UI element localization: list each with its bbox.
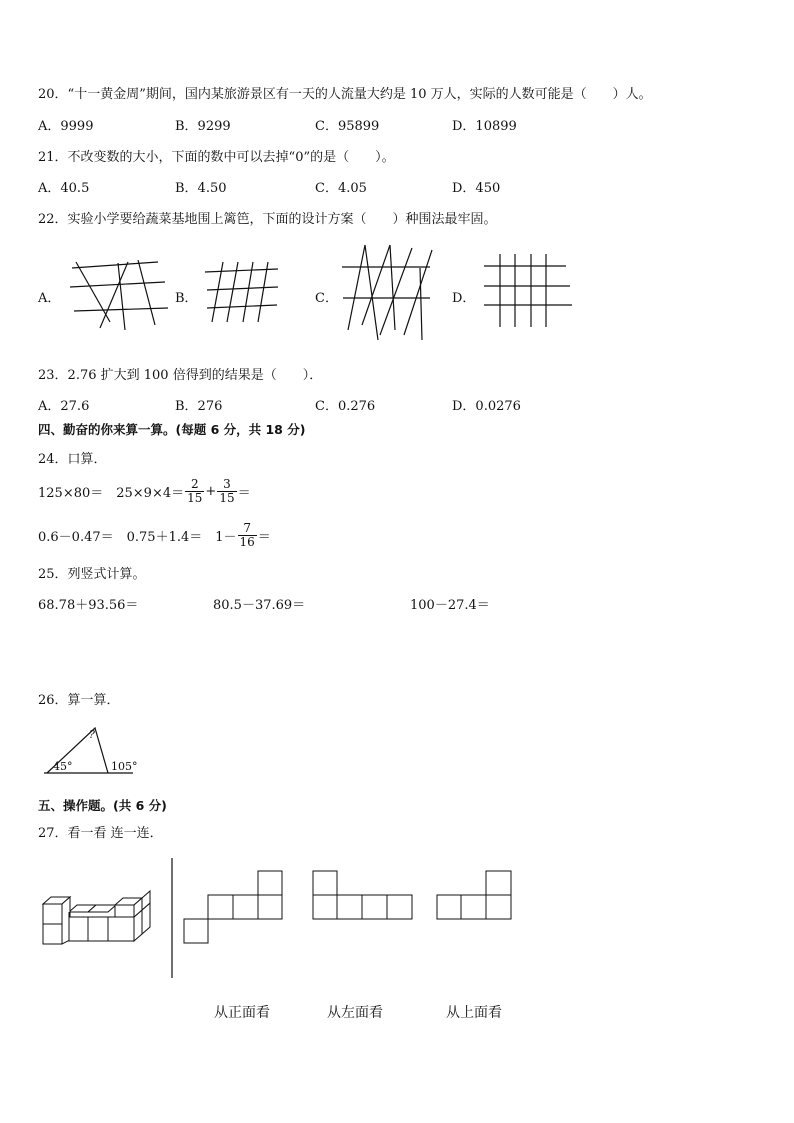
fraction-numerator: 3 [217, 478, 236, 492]
section-5-title: 五、操作题。(共 6 分) [38, 798, 167, 813]
q22-stem: 22．实验小学要给蔬菜基地围上篱笆，下面的设计方案（ ）种围法最牢固。 [38, 212, 497, 227]
view-label-left: 从左面看 [327, 1005, 383, 1021]
view-label-top: 从上面看 [446, 1005, 502, 1021]
triangle-angle-105: 105° [111, 760, 138, 773]
section-4-title: 四、勤奋的你来算一算。(每题 6 分，共 18 分) [38, 422, 306, 437]
q20-option-d[interactable]: D．10899 [452, 119, 517, 134]
q20-stem: 20．“十一黄金周”期间，国内某旅游景区有一天的人流量大约是 10 万人，实际的人数可能是（ ）人。 [38, 87, 652, 102]
q21-option-c[interactable]: C．4.05 [315, 181, 367, 196]
q26-stem: 26．算一算． [38, 693, 120, 708]
triangle-unknown-angle: ? [89, 728, 95, 741]
q21-option-d[interactable]: D．450 [452, 181, 501, 196]
q23-stem: 23．2.76 扩大到 100 倍得到的结果是（ ）． [38, 368, 323, 383]
q22-option-d[interactable]: D． [452, 291, 476, 306]
fraction-denominator: 15 [219, 490, 235, 505]
equals-sign: ＝ [257, 529, 271, 545]
q22-option-c[interactable]: C． [315, 291, 338, 306]
q25-item-2: 80.5－37.69＝ [213, 598, 306, 613]
plus-sign: + [205, 483, 217, 499]
q21-option-b[interactable]: B．4.50 [175, 181, 227, 196]
q21-stem: 21．不改变数的大小，下面的数中可以去掉“0”的是（ ）。 [38, 150, 395, 165]
q23-option-b[interactable]: B．276 [175, 399, 223, 414]
q23-option-c[interactable]: C．0.276 [315, 399, 376, 414]
fraction-numerator: 2 [185, 478, 204, 492]
q21-option-a[interactable]: A．40.5 [38, 181, 90, 196]
q22-option-a[interactable]: A． [38, 291, 61, 306]
fraction-denominator: 15 [187, 490, 203, 505]
q25-item-1: 68.78＋93.56＝ [38, 598, 139, 613]
q22-option-b[interactable]: B． [175, 291, 198, 306]
q24-row2-text: 0.6－0.47＝ 0.75＋1.4＝ 1－ [38, 529, 237, 545]
q25-item-3: 100－27.4＝ [410, 598, 490, 613]
fraction-numerator: 7 [238, 522, 257, 536]
q20-option-a[interactable]: A．9999 [38, 119, 94, 134]
q20-option-b[interactable]: B．9299 [175, 119, 231, 134]
q23-option-a[interactable]: A．27.6 [38, 399, 90, 414]
q25-stem: 25．列竖式计算。 [38, 567, 146, 582]
view-label-front: 从正面看 [214, 1005, 270, 1021]
q20-option-c[interactable]: C．95899 [315, 119, 380, 134]
q24-row1-text: 125×80＝ 25×9×4＝ [38, 485, 185, 501]
q23-option-d[interactable]: D．0.0276 [452, 399, 521, 414]
q24-stem: 24．口算． [38, 452, 107, 467]
equals-sign: ＝ [237, 485, 251, 501]
fraction-denominator: 16 [239, 534, 255, 549]
triangle-angle-45: 45° [53, 760, 73, 773]
q27-stem: 27．看一看 连一连． [38, 826, 163, 841]
